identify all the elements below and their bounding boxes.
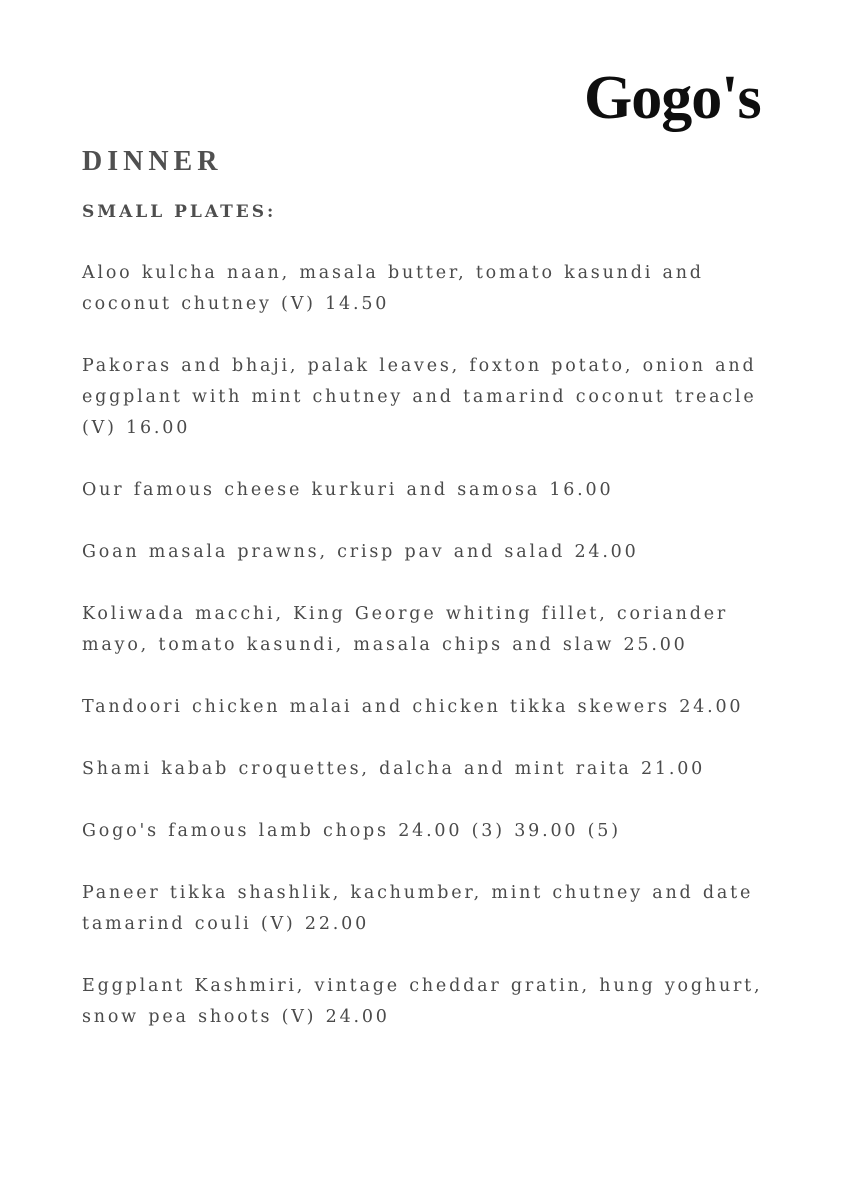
section-heading: SMALL PLATES: — [82, 202, 277, 222]
menu-item-list — [82, 258, 782, 1064]
brand-logo: Gogo's — [584, 64, 761, 132]
menu-item: Pakoras and bhaji, palak leaves, foxton potato, onion and eggplant with mint chutney and tamarind coconut treacle (V) 16.00 — [82, 356, 757, 438]
menu-item: Tandoori chicken malai and chicken tikka skewers 24.00 — [82, 697, 744, 717]
menu-item: Aloo kulcha naan, masala butter, tomato kasundi and coconut chutney (V) 14.50 — [82, 263, 704, 314]
menu-item: Paneer tikka shashlik, kachumber, mint chutney and date tamarind couli (V) 22.00 — [82, 883, 754, 934]
menu-title: DINNER — [82, 146, 223, 177]
menu-item: Gogo's famous lamb chops 24.00 (3) 39.00 (5) — [82, 821, 621, 841]
menu-item: Koliwada macchi, King George whiting fillet, coriander mayo, tomato kasundi, masala chips and slaw 25.00 — [82, 604, 729, 655]
menu-item: Our famous cheese kurkuri and samosa 16.00 — [82, 480, 614, 500]
menu-item: Shami kabab croquettes, dalcha and mint raita 21.00 — [82, 759, 706, 779]
menu-item: Goan masala prawns, crisp pav and salad 24.00 — [82, 542, 639, 562]
menu-item: Eggplant Kashmiri, vintage cheddar gratin, hung yoghurt, snow pea shoots (V) 24.00 — [82, 976, 763, 1027]
